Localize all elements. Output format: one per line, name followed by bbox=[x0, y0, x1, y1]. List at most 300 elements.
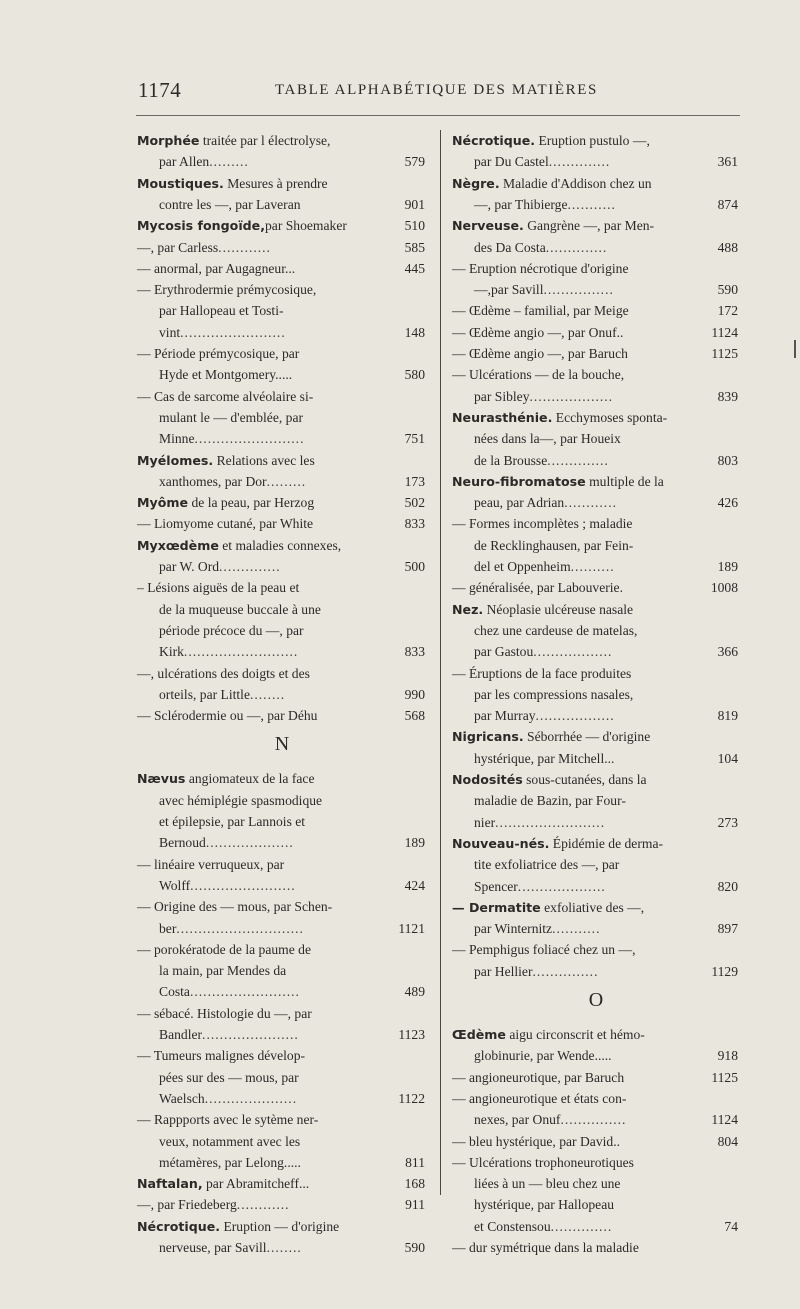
entry-heading: Nécrotique. bbox=[137, 1218, 221, 1234]
entry-body: — Ulcérations — de la bouche, bbox=[452, 367, 625, 383]
entry-body: —, par Friedeberg bbox=[137, 1197, 237, 1213]
page-reference: 173 bbox=[404, 473, 425, 489]
page-reference: 172 bbox=[717, 303, 738, 319]
entry-body: chez une cardeuse de matelas, bbox=[474, 622, 638, 638]
entry-body: nerveuse, par Savill bbox=[159, 1240, 267, 1255]
entry-body: avec hémiplégie spasmodique bbox=[159, 792, 323, 808]
page-reference: 751 bbox=[404, 431, 425, 447]
entry-text bbox=[452, 130, 650, 152]
entry-text bbox=[452, 663, 631, 685]
leader-dots: .................... bbox=[205, 835, 294, 851]
entry-text bbox=[452, 450, 609, 472]
entry-body: Mesures à prendre bbox=[223, 175, 328, 191]
entry-heading: Myélomes. bbox=[137, 452, 214, 468]
entry-text bbox=[452, 726, 650, 748]
entry-body: Costa bbox=[159, 984, 190, 1000]
entry-text bbox=[452, 279, 614, 301]
entry-body: Ecchymoses sponta- bbox=[552, 409, 668, 425]
index-entry-line bbox=[137, 684, 427, 706]
entry-text bbox=[452, 641, 612, 663]
entry-body: ber bbox=[159, 920, 177, 936]
index-entry-line bbox=[137, 1109, 427, 1131]
entry-body: — généralisée, par Labouverie. bbox=[452, 580, 623, 596]
entry-text bbox=[452, 322, 623, 344]
index-entry-line bbox=[137, 513, 427, 535]
column-divider bbox=[440, 130, 441, 1195]
entry-heading: — Dermatite bbox=[452, 899, 541, 915]
index-entry-line bbox=[137, 939, 427, 961]
entry-text bbox=[452, 215, 654, 237]
index-entry-line bbox=[452, 279, 740, 301]
index-entry-line bbox=[137, 1152, 427, 1174]
page-reference: 489 bbox=[404, 984, 425, 1000]
leader-dots: .............. bbox=[548, 154, 611, 170]
index-entry-line bbox=[452, 769, 740, 791]
index-entry-line bbox=[452, 726, 740, 748]
page-reference: 74 bbox=[724, 1218, 738, 1234]
entry-body: liées à un — bleu chez une bbox=[474, 1176, 621, 1192]
entry-body: sous-cutanées, dans la bbox=[522, 772, 647, 787]
entry-body: vint bbox=[159, 324, 181, 340]
index-entry-line bbox=[137, 918, 427, 940]
index-entry-line bbox=[137, 556, 427, 578]
entry-body: — sébacé. Histologie du —, par bbox=[137, 1005, 312, 1021]
entry-body: par les compressions nasales, bbox=[474, 686, 634, 702]
index-entry-line bbox=[137, 790, 427, 812]
index-entry-line bbox=[137, 428, 427, 450]
page-reference: 510 bbox=[404, 218, 425, 234]
entry-text bbox=[137, 1003, 312, 1025]
entry-body: orteils, par Little bbox=[159, 686, 250, 702]
margin-mark bbox=[794, 340, 796, 358]
entry-text bbox=[137, 663, 310, 685]
entry-text bbox=[137, 918, 304, 940]
entry-body: par W. Ord bbox=[159, 559, 220, 574]
header-rule bbox=[136, 115, 740, 116]
entry-body: Eruption pustulo —, bbox=[535, 133, 650, 148]
index-entry-line bbox=[137, 258, 427, 280]
page-reference: 1125 bbox=[711, 1069, 738, 1085]
index-entry-line bbox=[452, 620, 740, 642]
entry-text bbox=[452, 300, 629, 322]
entry-text bbox=[137, 364, 292, 386]
page-reference: 580 bbox=[404, 367, 425, 383]
page-reference: 811 bbox=[405, 1154, 425, 1170]
entry-heading: Moustiques. bbox=[137, 175, 224, 191]
entry-text bbox=[137, 790, 322, 812]
index-entry-line bbox=[452, 790, 740, 812]
entry-body: par Hellier bbox=[474, 963, 533, 979]
entry-text bbox=[452, 1194, 614, 1216]
index-entry-line bbox=[452, 364, 740, 386]
entry-body: veux, notamment avec les bbox=[159, 1133, 301, 1149]
leader-dots: .................... bbox=[517, 878, 606, 894]
entry-body: nées dans la—, par Houeix bbox=[474, 431, 621, 447]
entry-heading: Myôme bbox=[137, 495, 189, 511]
section-letter: O bbox=[588, 989, 604, 1011]
index-entry-line bbox=[452, 1237, 740, 1259]
entry-body: — Erythrodermie prémycosique, bbox=[137, 282, 317, 298]
page-reference: 500 bbox=[404, 559, 425, 574]
index-entry-line bbox=[452, 833, 740, 855]
entry-text bbox=[452, 258, 628, 280]
index-entry-line bbox=[452, 1024, 740, 1046]
index-entry-line bbox=[452, 939, 740, 961]
entry-text bbox=[137, 811, 305, 833]
leader-dots: .................. bbox=[533, 644, 613, 660]
index-entry-line bbox=[452, 705, 740, 727]
index-entry-line bbox=[452, 1152, 740, 1174]
index-entry-line bbox=[452, 535, 740, 557]
index-entry-line bbox=[452, 556, 740, 578]
index-entry-line bbox=[137, 279, 427, 301]
entry-text bbox=[137, 854, 284, 876]
page-reference: 579 bbox=[404, 154, 425, 170]
entry-text bbox=[137, 768, 315, 790]
entry-text bbox=[137, 1173, 309, 1195]
entry-text bbox=[452, 812, 605, 834]
leader-dots: .............. bbox=[547, 452, 609, 468]
entry-text bbox=[452, 961, 598, 983]
leader-dots: ......................... bbox=[189, 984, 300, 1000]
page-reference: 366 bbox=[717, 644, 738, 660]
entry-body: Spencer bbox=[474, 878, 518, 894]
entry-text bbox=[452, 684, 633, 706]
entry-body: — Cas de sarcome alvéolaire si- bbox=[137, 388, 314, 404]
entry-text bbox=[452, 577, 623, 599]
page-reference: 803 bbox=[717, 452, 738, 468]
leader-dots: ............................. bbox=[176, 920, 304, 936]
page-reference: 488 bbox=[717, 239, 738, 255]
index-entry-line bbox=[452, 215, 740, 237]
entry-text bbox=[137, 322, 286, 344]
index-entry-line bbox=[452, 599, 740, 621]
entry-body: — Tumeurs malignes dévelop- bbox=[137, 1048, 306, 1064]
entry-heading: Mycosis fongoïde, bbox=[137, 218, 265, 234]
entry-text bbox=[137, 450, 315, 472]
page-reference: 189 bbox=[717, 559, 738, 574]
entry-text bbox=[137, 939, 311, 961]
index-entry-line bbox=[137, 663, 427, 685]
entry-text bbox=[137, 599, 321, 621]
index-entry-line bbox=[452, 1045, 740, 1067]
index-entry-line bbox=[452, 173, 740, 195]
entry-text bbox=[137, 130, 330, 152]
entry-text bbox=[452, 194, 616, 216]
entry-heading: Myxœdème bbox=[137, 537, 219, 553]
index-entry-line bbox=[452, 1067, 740, 1089]
entry-body: tite exfoliatrice des —, par bbox=[474, 857, 620, 873]
page-reference: 1125 bbox=[711, 346, 738, 361]
entry-text bbox=[452, 407, 667, 429]
entry-body: de la muqueuse buccale à une bbox=[159, 601, 321, 617]
page-reference: 585 bbox=[404, 239, 425, 255]
entry-body: Bandler bbox=[159, 1027, 203, 1042]
index-entry-line bbox=[452, 258, 740, 280]
entry-text bbox=[452, 1045, 612, 1067]
leader-dots: ......................... bbox=[495, 814, 606, 830]
page-reference: 426 bbox=[717, 495, 738, 511]
entry-text bbox=[452, 1131, 620, 1153]
entry-text bbox=[452, 513, 632, 535]
entry-text bbox=[137, 981, 300, 1003]
entry-text bbox=[137, 875, 296, 897]
entry-text bbox=[452, 1152, 634, 1174]
page-reference: 1124 bbox=[711, 1112, 738, 1128]
entry-text bbox=[137, 684, 285, 706]
entry-text bbox=[452, 173, 652, 195]
index-entry-line bbox=[452, 641, 740, 663]
page-reference: 1129 bbox=[711, 963, 738, 979]
leader-dots: ............... bbox=[560, 1112, 627, 1128]
entry-body: mulant le — d'emblée, par bbox=[159, 409, 304, 425]
entry-body: et Constensou bbox=[474, 1218, 551, 1234]
entry-body: — Eruption nécrotique d'origine bbox=[452, 260, 629, 276]
entry-text bbox=[137, 620, 304, 642]
page-reference: 839 bbox=[717, 388, 738, 404]
leader-dots: ........................ bbox=[190, 877, 296, 893]
entry-text bbox=[452, 492, 617, 514]
entry-heading: Nécrotique. bbox=[452, 133, 536, 148]
entry-text bbox=[452, 1173, 620, 1195]
page-reference: 1123 bbox=[398, 1027, 425, 1042]
entry-heading: Nævus bbox=[137, 771, 186, 787]
index-entry-line bbox=[452, 130, 740, 152]
entry-text bbox=[137, 343, 299, 365]
index-entry-line bbox=[137, 1237, 427, 1259]
entry-body: – Lésions aiguës de la peau et bbox=[137, 580, 300, 596]
index-entry-line bbox=[137, 322, 427, 344]
entry-body: Waelsch bbox=[159, 1090, 205, 1106]
entry-body: del et Oppenheim bbox=[474, 559, 571, 574]
leader-dots: .............. bbox=[550, 1218, 613, 1234]
page-reference: 833 bbox=[404, 644, 425, 660]
entry-body: — Période prémycosique, par bbox=[137, 346, 300, 361]
entry-text bbox=[137, 194, 301, 216]
index-entry-line bbox=[452, 513, 740, 535]
entry-text bbox=[452, 876, 606, 898]
index-entry-line bbox=[452, 343, 740, 365]
entry-heading: Naftalan, bbox=[137, 1176, 203, 1192]
entry-text bbox=[452, 364, 624, 386]
entry-text bbox=[137, 960, 286, 982]
index-entry-line bbox=[137, 215, 427, 237]
entry-body: et épilepsie, par Lannois et bbox=[159, 814, 306, 829]
entry-body: aigu circonscrit et hémo- bbox=[505, 1027, 645, 1042]
entry-text bbox=[452, 556, 615, 578]
entry-text bbox=[137, 1194, 290, 1216]
entry-body: par Hallopeau et Tosti- bbox=[159, 303, 284, 319]
entry-text bbox=[452, 535, 633, 557]
index-entry-line bbox=[137, 386, 427, 408]
index-entry-line bbox=[137, 896, 427, 918]
index-entry-line bbox=[452, 1194, 740, 1216]
entry-text bbox=[137, 215, 347, 237]
page-reference: 189 bbox=[404, 835, 425, 851]
page-reference: 104 bbox=[717, 750, 738, 766]
entry-body: traitée par l électrolyse, bbox=[199, 133, 331, 148]
leader-dots: ............ bbox=[236, 1197, 290, 1213]
entry-body: Minne bbox=[159, 431, 195, 447]
index-entry-line bbox=[137, 960, 427, 982]
entry-text bbox=[137, 1045, 305, 1067]
entry-body: pées sur des — mous, par bbox=[159, 1069, 299, 1085]
page-reference: 424 bbox=[404, 877, 425, 893]
index-entry-line bbox=[452, 428, 740, 450]
entry-body: de la Brousse bbox=[474, 452, 548, 468]
index-entry-line bbox=[137, 641, 427, 663]
entry-text bbox=[137, 1024, 299, 1046]
entry-body: par Abramitcheff... bbox=[202, 1176, 310, 1192]
entry-text bbox=[452, 620, 637, 642]
entry-text bbox=[137, 237, 271, 259]
index-entry-line bbox=[452, 961, 740, 983]
entry-body: la main, par Mendes da bbox=[159, 963, 287, 979]
entry-body: Bernoud bbox=[159, 835, 206, 851]
index-entry-line bbox=[452, 577, 740, 599]
entry-text bbox=[452, 918, 600, 940]
leader-dots: ........................ bbox=[180, 324, 286, 340]
entry-body: nier bbox=[474, 814, 496, 830]
index-entry-line bbox=[452, 854, 740, 876]
entry-body: par Winternitz bbox=[474, 921, 553, 937]
leader-dots: .............. bbox=[219, 559, 281, 574]
index-entry-line bbox=[452, 492, 740, 514]
entry-text bbox=[452, 428, 621, 450]
entry-text bbox=[137, 513, 313, 535]
index-entry-line bbox=[137, 407, 427, 429]
entry-text bbox=[137, 386, 313, 408]
entry-body: Épidémie de derma- bbox=[549, 835, 663, 851]
index-entry-line bbox=[452, 663, 740, 685]
entry-body: — Pemphigus foliacé chez un —, bbox=[452, 942, 636, 958]
entry-text bbox=[137, 258, 295, 280]
index-entry-line bbox=[137, 875, 427, 897]
index-entry-line bbox=[137, 130, 427, 152]
page-reference: 918 bbox=[717, 1048, 738, 1064]
page-reference: 502 bbox=[404, 495, 425, 511]
entry-body: nexes, par Onuf bbox=[474, 1112, 561, 1128]
index-entry-line bbox=[137, 237, 427, 259]
index-entry-line bbox=[452, 450, 740, 472]
page-reference: 990 bbox=[404, 686, 425, 702]
page-reference: 273 bbox=[717, 814, 738, 830]
entry-heading: Morphée bbox=[137, 133, 200, 148]
index-entry-line bbox=[137, 300, 427, 322]
index-entry-line bbox=[137, 854, 427, 876]
index-entry-line bbox=[137, 194, 427, 216]
entry-body: —,par Savill bbox=[474, 282, 544, 298]
entry-body: — Éruptions de la face produites bbox=[452, 665, 632, 681]
index-entry-line bbox=[452, 194, 740, 216]
entry-body: — Œdème – familial, par Meige bbox=[452, 303, 629, 319]
entry-body: —, ulcérations des doigts et des bbox=[137, 665, 310, 681]
entry-text bbox=[452, 833, 663, 855]
entry-text bbox=[452, 1067, 624, 1089]
page-reference: 148 bbox=[404, 324, 425, 340]
index-entry-line bbox=[137, 1216, 427, 1238]
index-entry-line bbox=[137, 492, 427, 514]
index-entry-line bbox=[452, 684, 740, 706]
leader-dots: ......................... bbox=[194, 431, 305, 447]
entry-text bbox=[452, 939, 635, 961]
index-entry-line bbox=[137, 705, 427, 727]
entry-text bbox=[137, 492, 314, 514]
entry-body: hystérique, par Hallopeau bbox=[474, 1197, 615, 1213]
entry-body: multiple de la bbox=[585, 473, 664, 489]
entry-body: —, par Carless bbox=[137, 239, 219, 255]
leader-dots: ........ bbox=[249, 686, 286, 702]
entry-heading: Nez. bbox=[452, 601, 484, 617]
entry-body: Néoplasie ulcéreuse nasale bbox=[483, 601, 634, 617]
entry-body: métamères, par Lelong..... bbox=[159, 1154, 301, 1170]
index-entry-line bbox=[137, 1045, 427, 1067]
entry-text bbox=[452, 1216, 612, 1238]
entry-text bbox=[137, 428, 304, 450]
entry-text bbox=[137, 535, 341, 557]
entry-body: — Ulcérations trophoneurotiques bbox=[452, 1154, 634, 1170]
entry-body: Relations avec les bbox=[213, 452, 315, 468]
page-reference: 833 bbox=[404, 516, 425, 532]
entry-body: Wolff bbox=[159, 877, 191, 893]
entry-heading: Nerveuse. bbox=[452, 218, 524, 234]
section-letter: N bbox=[274, 733, 290, 756]
page-reference: 897 bbox=[717, 921, 738, 937]
index-entry-line bbox=[452, 300, 740, 322]
index-entry-line bbox=[452, 237, 740, 259]
entry-text bbox=[452, 854, 619, 876]
entry-body: par Gastou bbox=[474, 644, 534, 660]
leader-dots: ............ bbox=[564, 495, 617, 511]
leader-dots: .................. bbox=[535, 708, 615, 724]
entry-text bbox=[137, 1067, 299, 1089]
index-entry-line bbox=[137, 577, 427, 599]
page-reference: 168 bbox=[404, 1176, 425, 1192]
index-entry-line bbox=[137, 1067, 427, 1089]
entry-body: globinurie, par Wende..... bbox=[474, 1048, 612, 1064]
entry-body: Eruption — d'origine bbox=[220, 1218, 340, 1234]
page-reference: 445 bbox=[404, 260, 425, 276]
entry-body: — angioneurotique, par Baruch bbox=[452, 1069, 625, 1085]
page-reference: 804 bbox=[717, 1133, 738, 1149]
index-entry-line bbox=[137, 343, 427, 365]
page-reference: 1122 bbox=[398, 1090, 425, 1106]
page-reference: 568 bbox=[404, 708, 425, 724]
entry-text bbox=[452, 705, 615, 727]
entry-body: — Œdème angio —, par Onuf.. bbox=[452, 324, 624, 340]
entry-body: contre les —, par Laveran bbox=[159, 196, 301, 212]
leader-dots: ......... bbox=[266, 473, 307, 489]
entry-heading: Nouveau-nés. bbox=[452, 835, 550, 851]
entry-text bbox=[452, 1109, 626, 1131]
entry-text bbox=[452, 386, 613, 408]
index-entry-line bbox=[137, 1173, 427, 1195]
entry-text bbox=[137, 1152, 301, 1174]
index-entry-line bbox=[452, 322, 740, 344]
index-entry-line bbox=[137, 768, 427, 790]
leader-dots: ................... bbox=[529, 388, 614, 404]
leader-dots: .............. bbox=[545, 239, 608, 255]
entry-body: — Formes incomplètes ; maladie bbox=[452, 516, 633, 532]
entry-body: xanthomes, par Dor bbox=[159, 473, 267, 489]
entry-text bbox=[452, 790, 626, 812]
entry-body: — bleu hystérique, par David.. bbox=[452, 1133, 620, 1149]
entry-body: — linéaire verruqueux, par bbox=[137, 856, 285, 872]
index-entry-line bbox=[137, 450, 427, 472]
entry-text bbox=[452, 748, 614, 770]
leader-dots: ............ bbox=[218, 239, 271, 255]
entry-body: hystérique, par Mitchell... bbox=[474, 750, 615, 766]
